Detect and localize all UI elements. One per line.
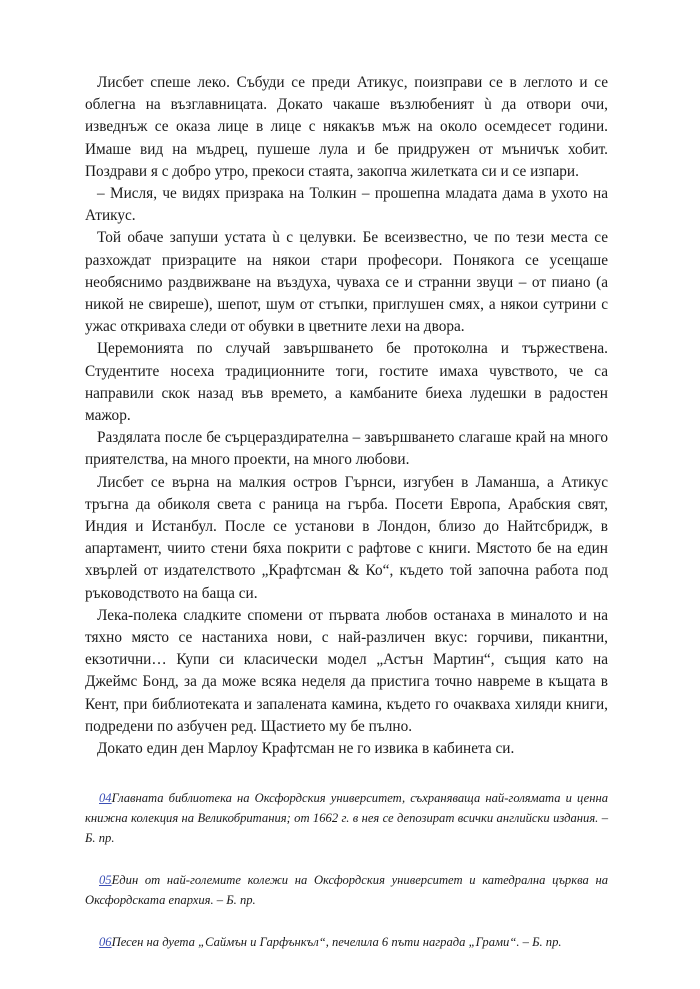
- footnote: [85, 870, 608, 910]
- footnote-text: Главната библиотека на Оксфордския университет, съхраняваща най-голямата и ценна книжна колекция на Великобритания; от 1662 г. в нея се депозират всички английски издания. – Б. пр.: [85, 791, 608, 846]
- footnote-text: Песен на дуета „Саймън и Гарфънкъл“, печелила 6 пъти награда „Грами“. – Б. пр.: [111, 935, 562, 950]
- paragraph: Церемонията по случай завършването бе протоколна и тържествена. Студентите носеха традиционните тоги, гостите имаха чувството, че са направили скок назад във времето, а камбаните биеха лудешки в радостен мажор.: [85, 340, 608, 425]
- footnote: [85, 932, 608, 952]
- footnote-link[interactable]: 06: [99, 935, 112, 950]
- paragraph: – Мисля, че видях призрака на Толкин – прошепна младата дама в ухото на Атикус.: [85, 185, 608, 225]
- paragraph: Лисбет спеше леко. Събуди се преди Атикус, поизправи се в леглото и се облегна на възглавницата. Докато чакаше възлюбеният ù да отвори очи, изведнъж се оказа лице в лице с някакъв мъж на около осемдесет години. Имаше вид на мъдрец, пушеше лула и бе придружен от мъничък хобит. Поздрави я с добро утро, прекоси стаята, закопча жилетката си и се изпари.: [85, 74, 608, 180]
- footnote-link[interactable]: 04: [99, 791, 112, 806]
- paragraph: Той обаче запуши устата ù с целувки. Бе всеизвестно, че по тези места се разхождат призраците на някои стари професори. Понякога се усещаше необяснимо раздвижване на въздуха, чуваха се и странни звуци – от пиано (а никой не свиреше), шепот, шум от стъпки, приглушен смях, а някои сутрини с ужас откриваха следи от обувки в цветните лехи на двора.: [85, 229, 608, 336]
- footnotes: [85, 788, 608, 952]
- footnote: [85, 788, 608, 848]
- paragraph: Лисбет се върна на малкия остров Гърнси, изгубен в Ламанша, а Атикус тръгна да обиколя света с раница на гърба. Посети Европа, Арабския свят, Индия и Истанбул. После се установи в Лондон, близо до Найтсбридж, в апартамент, чиито стени бяха покрити с рафтове с книги. Мястото бе на един хвърлей от издателството „Крафтсман & Ко“, където той започна работа под ръководството на баща си.: [85, 473, 608, 602]
- paragraph: Докато един ден Марлоу Крафтсман не го извика в кабинета си.: [97, 740, 515, 758]
- paragraph: Раздялата после бе сърцераздирателна – завършването слагаше край на много приятелства, на много проекти, на много любови.: [85, 429, 608, 469]
- footnote-link[interactable]: 05: [99, 873, 112, 888]
- body-text: [85, 72, 608, 760]
- footnote-text: Един от най-големите колежи на Оксфордския университет и катедрална църква на Оксфордската епархия. – Б. пр.: [85, 873, 608, 908]
- paragraph: Лека-полека сладките спомени от първата любов останаха в миналото и на тяхно място се настаниха нови, с най-различен вкус: горчиви, пикантни, екзотични… Купи си класически модел „Астън Мартин“, същия като на Джеймс Бонд, за да може всяка неделя да пристига точно навреме в къщата в Кент, при библиотеката и запалената камина, където го очакваха хиляди книги, подредени по азбучен ред. Щастието му бе пълно.: [85, 606, 608, 735]
